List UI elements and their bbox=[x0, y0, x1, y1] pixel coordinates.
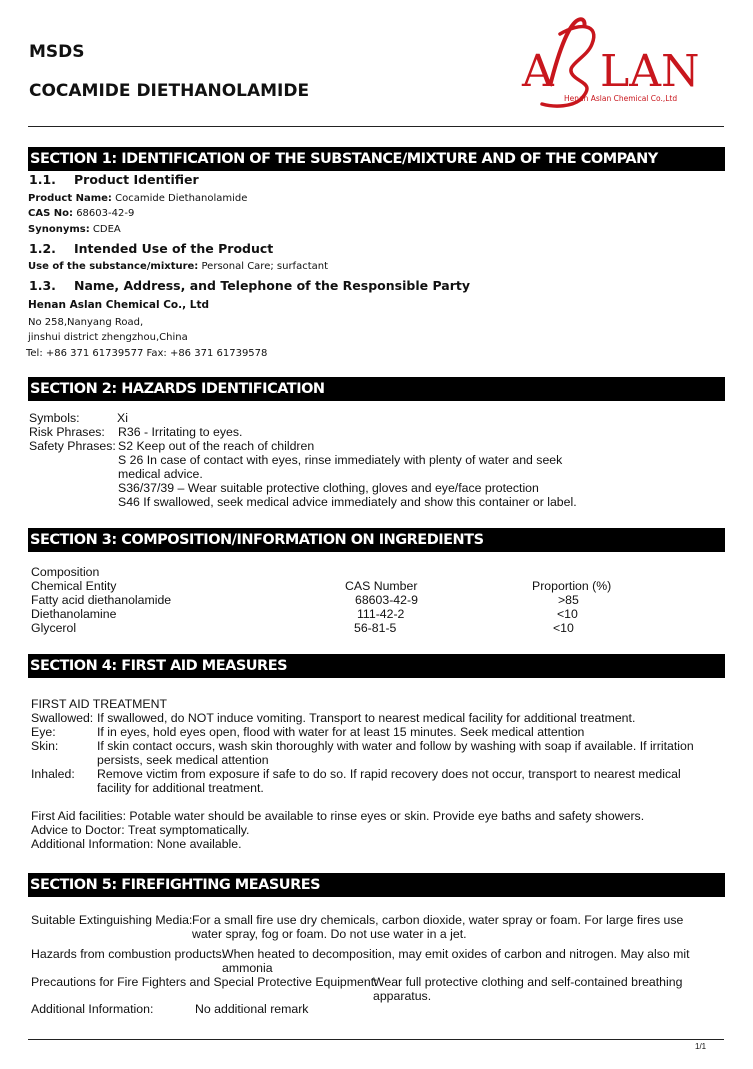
skin-text: If skin contact occurs, wash skin thoroughly with water and follow by washing with soap if available. If irritation persists, seek medical attention bbox=[97, 739, 694, 767]
composition-label: Composition bbox=[31, 565, 100, 579]
col-proportion: Proportion (%) bbox=[532, 579, 612, 593]
safety-phrase-3: S36/37/39 – Wear suitable protective clothing, gloves and eye/face protection bbox=[118, 481, 539, 495]
svg-text:LAN: LAN bbox=[600, 46, 700, 97]
swallowed-text: If swallowed, do NOT induce vomiting. Transport to nearest medical facility for additional treatment. bbox=[97, 711, 636, 725]
telephone-fax: Tel: +86 371 61739577 Fax: +86 371 61739578 bbox=[26, 348, 268, 359]
additional-information: Additional Information: None available. bbox=[31, 837, 242, 851]
fire-additional-text: No additional remark bbox=[195, 1002, 309, 1016]
safety-label: Safety Phrases: bbox=[29, 439, 116, 453]
col-chemical-entity: Chemical Entity bbox=[31, 579, 117, 593]
safety-phrase-1: S2 Keep out of the reach of children bbox=[118, 439, 315, 453]
safety-phrase-4: S46 If swallowed, seek medical advice immediately and show this container or label. bbox=[118, 495, 577, 509]
col-cas-number: CAS Number bbox=[345, 579, 418, 593]
synonyms-value: CDEA bbox=[92, 224, 121, 235]
section-1-header: SECTION 1: IDENTIFICATION OF THE SUBSTANCE/MIXTURE AND OF THE COMPANY bbox=[28, 147, 725, 171]
cas-label: CAS No: bbox=[28, 208, 73, 219]
extinguishing-media-label: Suitable Extinguishing Media: bbox=[31, 913, 193, 927]
company-logo bbox=[520, 16, 700, 112]
inhaled-text: Remove victim from exposure if safe to do so. If rapid recovery does not occur, transport to nearest medical facility for additional treatment. bbox=[97, 767, 681, 795]
first-aid-facilities: First Aid facilities: Potable water should be available to rinse eyes or skin. Provide eye baths and safety showers. bbox=[31, 809, 645, 823]
precautions-label: Precautions for Fire Fighters and Special Protective Equipment: bbox=[31, 975, 378, 989]
advice-to-doctor: Advice to Doctor: Treat symptomatically. bbox=[31, 823, 250, 837]
address-line-1: No 258,Nanyang Road, bbox=[28, 317, 144, 328]
table-cell-cas: 68603-42-9 bbox=[355, 593, 418, 607]
risk-label: Risk Phrases: bbox=[29, 425, 105, 439]
extinguishing-media-text: For a small fire use dry chemicals, carbon dioxide, water spray or foam. For large fires use water spray, fog or foam. Do not use water in a jet. bbox=[192, 913, 684, 941]
section-3-header: SECTION 3: COMPOSITION/INFORMATION ON INGREDIENTS bbox=[28, 528, 725, 552]
logo-subtext: Henan Aslan Chemical Co.,Ltd bbox=[564, 94, 678, 103]
synonyms-label: Synonyms: bbox=[28, 224, 90, 235]
swallowed-label: Swallowed: bbox=[31, 711, 94, 725]
use-value: Personal Care; surfactant bbox=[201, 261, 329, 272]
precautions-text: Wear full protective clothing and self-contained breathing apparatus. bbox=[373, 975, 683, 1003]
table-cell-entity: Fatty acid diethanolamide bbox=[31, 593, 172, 607]
inhaled-label: Inhaled: bbox=[31, 767, 75, 781]
eye-label: Eye: bbox=[31, 725, 56, 739]
heading-1-1: Product Identifier bbox=[74, 172, 199, 187]
combustion-hazards-text: When heated to decomposition, may emit oxides of carbon and nitrogen. May also mit ammonia bbox=[222, 947, 690, 975]
company-name: Henan Aslan Chemical Co., Ltd bbox=[28, 299, 209, 311]
cas-value: 68603-42-9 bbox=[76, 208, 135, 219]
svg-text:A: A bbox=[522, 46, 554, 97]
table-cell-proportion: <10 bbox=[553, 621, 574, 635]
cas-row bbox=[28, 208, 134, 219]
section-5-header: SECTION 5: FIREFIGHTING MEASURES bbox=[28, 873, 725, 897]
address-line-2: jinshui district zhengzhou,China bbox=[28, 332, 188, 343]
footer-divider bbox=[28, 1039, 724, 1040]
table-cell-cas: 111-42-2 bbox=[357, 607, 405, 621]
product-name-label: Product Name: bbox=[28, 193, 112, 204]
table-cell-proportion: >85 bbox=[558, 593, 579, 607]
use-label: Use of the substance/mixture: bbox=[28, 261, 199, 272]
table-cell-entity: Diethanolamine bbox=[31, 607, 117, 621]
risk-value: R36 - Irritating to eyes. bbox=[118, 425, 243, 439]
synonyms-row bbox=[28, 224, 121, 235]
first-aid-treatment-label: FIRST AID TREATMENT bbox=[31, 697, 167, 711]
page-number: 1/1 bbox=[695, 1042, 707, 1051]
header-divider bbox=[28, 126, 724, 127]
table-cell-entity: Glycerol bbox=[31, 621, 77, 635]
table-cell-proportion: <10 bbox=[557, 607, 578, 621]
table-cell-cas: 56-81-5 bbox=[354, 621, 397, 635]
product-name-value: Cocamide Diethanolamide bbox=[115, 193, 248, 204]
product-title: COCAMIDE DIETHANOLAMIDE bbox=[29, 81, 310, 101]
heading-1-2-number: 1.2. bbox=[29, 241, 56, 256]
doc-type: MSDS bbox=[29, 42, 85, 62]
combustion-hazards-label: Hazards from combustion products: bbox=[31, 947, 226, 961]
product-name-row bbox=[28, 193, 247, 204]
symbols-value: Xi bbox=[117, 411, 128, 425]
skin-label: Skin: bbox=[31, 739, 59, 753]
fire-additional-label: Additional Information: bbox=[31, 1002, 154, 1016]
section-2-header: SECTION 2: HAZARDS IDENTIFICATION bbox=[28, 377, 725, 401]
heading-1-3: Name, Address, and Telephone of the Responsible Party bbox=[74, 278, 470, 293]
heading-1-1-number: 1.1. bbox=[29, 172, 56, 187]
heading-1-2: Intended Use of the Product bbox=[74, 241, 274, 256]
symbols-label: Symbols: bbox=[29, 411, 80, 425]
section-4-header: SECTION 4: FIRST AID MEASURES bbox=[28, 654, 725, 678]
safety-phrase-2: S 26 In case of contact with eyes, rinse immediately with plenty of water and seek medical advice. bbox=[118, 453, 563, 481]
use-row bbox=[28, 261, 328, 272]
eye-text: If in eyes, hold eyes open, flood with water for at least 15 minutes. Seek medical attention bbox=[97, 725, 585, 739]
heading-1-3-number: 1.3. bbox=[29, 278, 56, 293]
